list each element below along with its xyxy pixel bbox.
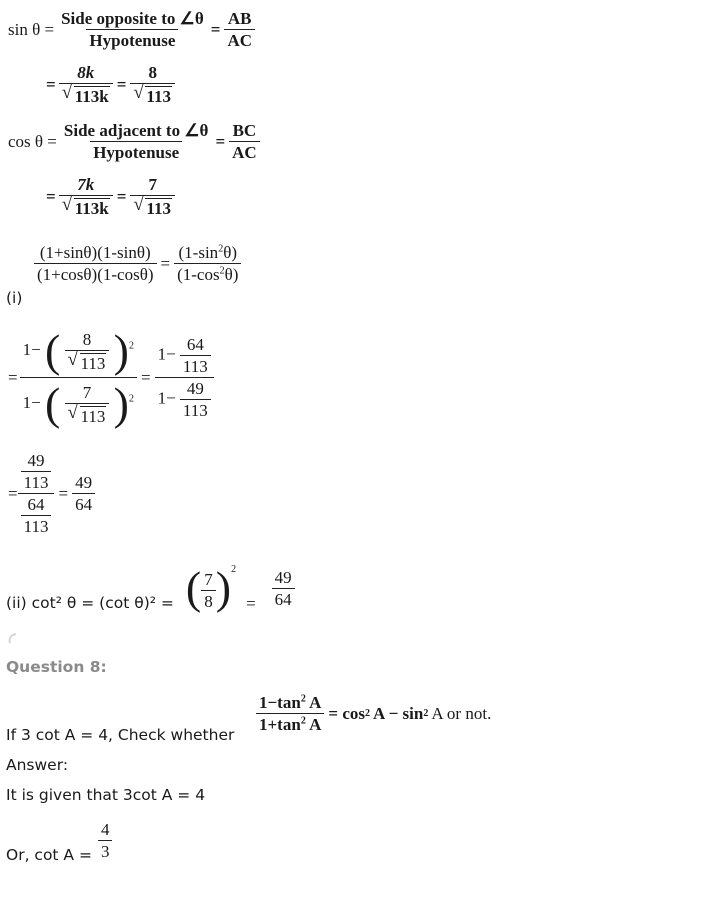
sin-def-den: Hypotenuse — [86, 29, 178, 49]
part-i-step1 — [8, 325, 214, 429]
part-i-rhs-fraction: $\frac{(1-\sin^2\theta)}{(1-\cos^2\theta)}$ — [174, 244, 241, 283]
part-ii-result — [272, 569, 295, 608]
part-i-eq: = — [160, 254, 171, 273]
part-i-result — [72, 474, 95, 513]
part-i-rhs-num-a: (1-sin — [178, 243, 219, 262]
part-i-label: (i) — [6, 289, 23, 307]
part-i-step2-fraction: 1− $\frac{64}{113}$ 1− $\frac{49}{113}$ — [155, 336, 214, 419]
question-8-heading: Question 8: — [6, 658, 107, 676]
cot-text: Or, cot A = — [6, 846, 92, 864]
part-i-step1-fraction: 1− ( 8 √ 113 )$^2$ 1− ( 7 √ 113 )$^2$ — [20, 328, 137, 427]
part-ii-frac-den: 8 — [201, 590, 216, 610]
part-i-expression — [34, 244, 241, 283]
part-i-result-num: 49 — [75, 473, 93, 492]
part-ii-text: (ii) cot² θ = (cot θ)² = — [6, 594, 174, 612]
cos-step-eq: = — [46, 187, 56, 206]
cos-def-num: Side adjacent to ∠θ — [63, 121, 209, 140]
sin-step-eq2: = — [116, 75, 127, 94]
sin-value-fraction: 8 √ 113 — [130, 64, 175, 105]
sin-value-num: 8 — [148, 63, 157, 82]
part-i-step3 — [8, 452, 95, 535]
cot-value — [6, 816, 112, 864]
sin-step-eq: = — [46, 75, 56, 94]
part-i-step3-eq2: = — [58, 484, 69, 503]
part-i-rhs-den-a: (1-cos — [177, 265, 220, 284]
part-i-lhs-num: (1+sinθ)(1-sinθ) — [39, 243, 151, 262]
cos-value-num: 7 — [148, 175, 157, 194]
part-ii-frac-num: 7 — [204, 570, 213, 589]
part-i-step1-eq-mid: = — [140, 368, 151, 387]
cos-value-fraction: 7 √ 113 — [130, 176, 175, 217]
question-8-identity: $\frac{1-\tan^2 A}{1+\tan^2 A}$ = cos 2 A − sin 2 A or not. — [256, 694, 491, 733]
identity-fraction: $\frac{1-\tan^2 A}{1+\tan^2 A}$ — [256, 694, 324, 733]
part-ii-result-num: 49 — [274, 567, 292, 587]
cot-den: 3 — [98, 840, 113, 860]
cot-num: 4 — [100, 819, 110, 839]
sin-eq: = — [210, 20, 221, 39]
sin-ratio-fraction — [224, 10, 255, 49]
cos-ratio-num: BC — [232, 121, 257, 140]
part-ii-eq: = — [246, 593, 256, 613]
sin-ratio-num: AB — [227, 9, 252, 28]
cos-ratio-den: AC — [229, 141, 260, 161]
sin-theta-value — [46, 64, 175, 105]
sin-lhs: sin θ = — [8, 20, 55, 39]
sin-def-num: Side opposite to ∠θ — [61, 9, 204, 28]
part-i-step1-eq: = — [8, 368, 18, 387]
sin-theta-definition — [8, 10, 255, 49]
cos-ratio-fraction — [229, 122, 260, 161]
faint-mark-icon — [6, 632, 20, 644]
sin-k-num: 8k — [77, 63, 95, 82]
cos-def-den: Hypotenuse — [90, 141, 182, 161]
part-i-lhs-den: (1+cosθ)(1-cosθ) — [34, 263, 157, 283]
cos-k-num: 7k — [77, 175, 95, 194]
part-i-step3-fraction: $\frac{\frac{49}{113}}{\frac{64}{113}}$ — [18, 452, 55, 535]
cos-value-den: 113 — [146, 199, 171, 218]
part-i-step3-eq: = — [8, 484, 18, 503]
part-ii: (ii) cot² θ = (cot θ)² = ( $\frac{7}{8}$ ) $^2$ = $\frac{49}{64}$ — [6, 564, 295, 612]
cos-theta-definition — [8, 122, 260, 161]
cos-k-den: 113k — [74, 199, 109, 218]
sin-value-den: 113 — [146, 87, 171, 106]
sin-k-fraction: 8k √ 113k — [59, 64, 113, 105]
cos-lhs: cos θ = — [8, 132, 57, 151]
cos-eq: = — [215, 132, 226, 151]
sin-ratio-den: AC — [224, 29, 255, 49]
cot-fraction — [98, 821, 113, 860]
part-ii-result-den: 64 — [272, 588, 295, 608]
given-statement: It is given that 3cot A = 4 — [6, 786, 206, 804]
part-i-lhs-fraction — [34, 244, 157, 283]
cos-theta-value — [46, 176, 175, 217]
cos-def-fraction — [61, 122, 212, 161]
cos-step-eq2: = — [116, 187, 127, 206]
part-i-result-den: 64 — [72, 493, 95, 513]
part-i-rhs-num-b: θ) — [223, 243, 237, 262]
sin-k-den: 113k — [74, 87, 109, 106]
part-i-rhs-den-b: θ) — [224, 265, 239, 284]
answer-label: Answer: — [6, 756, 69, 774]
cos-k-fraction: 7k √ 113k — [59, 176, 113, 217]
sin-def-fraction — [58, 10, 207, 49]
question-8-prompt: If 3 cot A = 4, Check whether — [6, 726, 235, 744]
